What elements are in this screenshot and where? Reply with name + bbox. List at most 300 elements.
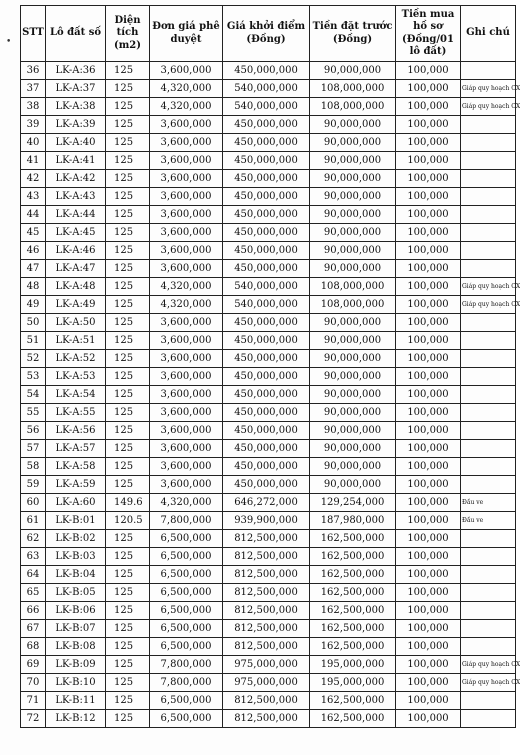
cell-start-price: 450,000,000	[223, 368, 310, 386]
cell-fee: 100,000	[396, 692, 461, 710]
cell-lot: LK-A:58	[46, 458, 106, 476]
cell-lot: LK-A:39	[46, 116, 106, 134]
cell-note: Giáp quy hoạch CX	[461, 98, 516, 116]
table-row	[21, 602, 516, 620]
cell-deposit: 90,000,000	[310, 134, 396, 152]
cell-unit-price: 3,600,000	[150, 404, 223, 422]
cell-note	[461, 242, 516, 260]
cell-deposit: 90,000,000	[310, 404, 396, 422]
cell-start-price: 812,500,000	[223, 620, 310, 638]
cell-unit-price: 3,600,000	[150, 368, 223, 386]
table-row	[21, 260, 516, 278]
cell-lot: LK-A:48	[46, 278, 106, 296]
cell-lot: LK-B:11	[46, 692, 106, 710]
cell-deposit: 90,000,000	[310, 116, 396, 134]
cell-area: 125	[106, 278, 150, 296]
cell-area: 125	[106, 224, 150, 242]
cell-area: 125	[106, 152, 150, 170]
header-stt: STT	[21, 6, 46, 62]
cell-start-price: 450,000,000	[223, 440, 310, 458]
cell-deposit: 187,980,000	[310, 512, 396, 530]
cell-note	[461, 602, 516, 620]
table-row	[21, 296, 516, 314]
cell-start-price: 975,000,000	[223, 656, 310, 674]
cell-stt: 51	[21, 332, 46, 350]
cell-fee: 100,000	[396, 620, 461, 638]
cell-lot: LK-A:50	[46, 314, 106, 332]
cell-note	[461, 530, 516, 548]
cell-start-price: 812,500,000	[223, 584, 310, 602]
cell-deposit: 90,000,000	[310, 458, 396, 476]
cell-note: Giáp quy hoạch CX	[461, 278, 516, 296]
header-area: Diện tích (m2)	[106, 6, 150, 62]
cell-unit-price: 6,500,000	[150, 548, 223, 566]
cell-area: 125	[106, 80, 150, 98]
table-row	[21, 404, 516, 422]
cell-stt: 57	[21, 440, 46, 458]
table-row	[21, 116, 516, 134]
cell-note	[461, 332, 516, 350]
header-unit-price: Đơn giá phê duyệt	[150, 6, 223, 62]
cell-note	[461, 314, 516, 332]
cell-unit-price: 3,600,000	[150, 314, 223, 332]
cell-lot: LK-A:46	[46, 242, 106, 260]
cell-lot: LK-A:38	[46, 98, 106, 116]
cell-area: 125	[106, 260, 150, 278]
cell-deposit: 195,000,000	[310, 674, 396, 692]
margin-dot: •	[6, 37, 12, 47]
cell-fee: 100,000	[396, 170, 461, 188]
table-row	[21, 548, 516, 566]
cell-unit-price: 4,320,000	[150, 278, 223, 296]
table-row	[21, 134, 516, 152]
table-header-row	[21, 6, 516, 62]
cell-area: 125	[106, 332, 150, 350]
cell-lot: LK-B:02	[46, 530, 106, 548]
cell-stt: 44	[21, 206, 46, 224]
cell-note: Giáp quy hoạch CX	[461, 656, 516, 674]
cell-start-price: 450,000,000	[223, 386, 310, 404]
cell-unit-price: 3,600,000	[150, 206, 223, 224]
cell-start-price: 939,900,000	[223, 512, 310, 530]
cell-unit-price: 6,500,000	[150, 620, 223, 638]
cell-start-price: 450,000,000	[223, 242, 310, 260]
cell-stt: 56	[21, 422, 46, 440]
cell-fee: 100,000	[396, 278, 461, 296]
cell-deposit: 129,254,000	[310, 494, 396, 512]
cell-lot: LK-A:60	[46, 494, 106, 512]
cell-start-price: 540,000,000	[223, 278, 310, 296]
table-row	[21, 206, 516, 224]
cell-stt: 43	[21, 188, 46, 206]
cell-note: Đầu ve	[461, 494, 516, 512]
table-row	[21, 350, 516, 368]
cell-note	[461, 476, 516, 494]
cell-fee: 100,000	[396, 458, 461, 476]
table-row	[21, 152, 516, 170]
cell-fee: 100,000	[396, 476, 461, 494]
cell-note	[461, 206, 516, 224]
cell-lot: LK-A:49	[46, 296, 106, 314]
cell-fee: 100,000	[396, 116, 461, 134]
cell-unit-price: 3,600,000	[150, 458, 223, 476]
cell-deposit: 162,500,000	[310, 620, 396, 638]
cell-unit-price: 3,600,000	[150, 260, 223, 278]
cell-area: 120.5	[106, 512, 150, 530]
cell-stt: 42	[21, 170, 46, 188]
cell-start-price: 540,000,000	[223, 296, 310, 314]
header-lot: Lô đất số	[46, 6, 106, 62]
cell-stt: 47	[21, 260, 46, 278]
cell-lot: LK-B:06	[46, 602, 106, 620]
cell-fee: 100,000	[396, 386, 461, 404]
cell-lot: LK-A:42	[46, 170, 106, 188]
table-body	[21, 62, 520, 728]
cell-lot: LK-B:09	[46, 656, 106, 674]
cell-unit-price: 3,600,000	[150, 152, 223, 170]
cell-area: 125	[106, 314, 150, 332]
cell-fee: 100,000	[396, 152, 461, 170]
cell-start-price: 450,000,000	[223, 404, 310, 422]
cell-area: 125	[106, 62, 150, 80]
cell-note	[461, 134, 516, 152]
cell-unit-price: 4,320,000	[150, 494, 223, 512]
cell-note	[461, 620, 516, 638]
cell-deposit: 90,000,000	[310, 224, 396, 242]
cell-fee: 100,000	[396, 260, 461, 278]
cell-stt: 67	[21, 620, 46, 638]
cell-unit-price: 6,500,000	[150, 602, 223, 620]
cell-note	[461, 170, 516, 188]
cell-area: 125	[106, 116, 150, 134]
table-row	[21, 98, 516, 116]
cell-start-price: 450,000,000	[223, 260, 310, 278]
cell-note	[461, 458, 516, 476]
cell-stt: 64	[21, 566, 46, 584]
cell-fee: 100,000	[396, 584, 461, 602]
cell-unit-price: 3,600,000	[150, 224, 223, 242]
cell-note: Giáp quy hoạch CX	[461, 674, 516, 692]
cell-area: 149.6	[106, 494, 150, 512]
header-note: Ghi chú	[461, 6, 516, 62]
cell-area: 125	[106, 404, 150, 422]
cell-start-price: 975,000,000	[223, 674, 310, 692]
table-row	[21, 80, 516, 98]
cell-area: 125	[106, 620, 150, 638]
cell-area: 125	[106, 188, 150, 206]
cell-note	[461, 152, 516, 170]
cell-start-price: 812,500,000	[223, 638, 310, 656]
cell-unit-price: 3,600,000	[150, 170, 223, 188]
cell-stt: 49	[21, 296, 46, 314]
cell-start-price: 450,000,000	[223, 422, 310, 440]
cell-deposit: 90,000,000	[310, 260, 396, 278]
cell-note	[461, 224, 516, 242]
cell-fee: 100,000	[396, 404, 461, 422]
table-row	[21, 242, 516, 260]
cell-note	[461, 422, 516, 440]
cell-area: 125	[106, 548, 150, 566]
cell-lot: LK-B:08	[46, 638, 106, 656]
cell-start-price: 450,000,000	[223, 350, 310, 368]
cell-lot: LK-A:51	[46, 332, 106, 350]
lot-price-table	[20, 5, 520, 728]
cell-area: 125	[106, 422, 150, 440]
table-row	[21, 170, 516, 188]
table-row	[21, 476, 516, 494]
cell-deposit: 90,000,000	[310, 422, 396, 440]
cell-area: 125	[106, 584, 150, 602]
cell-stt: 70	[21, 674, 46, 692]
cell-fee: 100,000	[396, 368, 461, 386]
cell-fee: 100,000	[396, 296, 461, 314]
cell-note	[461, 638, 516, 656]
cell-unit-price: 6,500,000	[150, 638, 223, 656]
cell-deposit: 195,000,000	[310, 656, 396, 674]
cell-deposit: 108,000,000	[310, 98, 396, 116]
cell-note	[461, 404, 516, 422]
cell-lot: LK-A:41	[46, 152, 106, 170]
cell-stt: 41	[21, 152, 46, 170]
cell-lot: LK-A:59	[46, 476, 106, 494]
cell-fee: 100,000	[396, 332, 461, 350]
cell-area: 125	[106, 638, 150, 656]
cell-lot: LK-A:43	[46, 188, 106, 206]
cell-start-price: 450,000,000	[223, 116, 310, 134]
cell-stt: 48	[21, 278, 46, 296]
cell-start-price: 812,500,000	[223, 566, 310, 584]
cell-note	[461, 566, 516, 584]
cell-note	[461, 260, 516, 278]
table-row	[21, 674, 516, 692]
cell-fee: 100,000	[396, 656, 461, 674]
cell-deposit: 108,000,000	[310, 278, 396, 296]
cell-deposit: 90,000,000	[310, 206, 396, 224]
cell-fee: 100,000	[396, 242, 461, 260]
cell-unit-price: 6,500,000	[150, 692, 223, 710]
cell-area: 125	[106, 458, 150, 476]
cell-unit-price: 3,600,000	[150, 422, 223, 440]
cell-stt: 52	[21, 350, 46, 368]
cell-note	[461, 116, 516, 134]
cell-fee: 100,000	[396, 350, 461, 368]
table-row	[21, 458, 516, 476]
cell-deposit: 90,000,000	[310, 350, 396, 368]
cell-deposit: 90,000,000	[310, 440, 396, 458]
cell-fee: 100,000	[396, 98, 461, 116]
cell-start-price: 812,500,000	[223, 710, 310, 728]
cell-area: 125	[106, 350, 150, 368]
cell-lot: LK-A:57	[46, 440, 106, 458]
cell-area: 125	[106, 170, 150, 188]
table-row	[21, 224, 516, 242]
cell-deposit: 90,000,000	[310, 476, 396, 494]
cell-note	[461, 386, 516, 404]
cell-unit-price: 3,600,000	[150, 116, 223, 134]
cell-deposit: 162,500,000	[310, 584, 396, 602]
table-row	[21, 638, 516, 656]
cell-lot: LK-B:05	[46, 584, 106, 602]
cell-unit-price: 3,600,000	[150, 332, 223, 350]
cell-stt: 40	[21, 134, 46, 152]
cell-lot: LK-B:12	[46, 710, 106, 728]
cell-deposit: 162,500,000	[310, 638, 396, 656]
cell-deposit: 108,000,000	[310, 296, 396, 314]
cell-deposit: 90,000,000	[310, 368, 396, 386]
cell-area: 125	[106, 368, 150, 386]
table-row	[21, 332, 516, 350]
cell-deposit: 162,500,000	[310, 692, 396, 710]
cell-start-price: 450,000,000	[223, 206, 310, 224]
cell-deposit: 90,000,000	[310, 188, 396, 206]
cell-unit-price: 6,500,000	[150, 530, 223, 548]
table-row	[21, 584, 516, 602]
cell-note	[461, 368, 516, 386]
cell-start-price: 812,500,000	[223, 530, 310, 548]
cell-stt: 63	[21, 548, 46, 566]
cell-fee: 100,000	[396, 80, 461, 98]
cell-lot: LK-A:54	[46, 386, 106, 404]
cell-start-price: 450,000,000	[223, 62, 310, 80]
cell-lot: LK-A:40	[46, 134, 106, 152]
cell-start-price: 450,000,000	[223, 314, 310, 332]
cell-deposit: 90,000,000	[310, 152, 396, 170]
cell-deposit: 90,000,000	[310, 242, 396, 260]
table-row	[21, 278, 516, 296]
cell-start-price: 450,000,000	[223, 224, 310, 242]
cell-area: 125	[106, 710, 150, 728]
cell-unit-price: 3,600,000	[150, 62, 223, 80]
table-row	[21, 710, 516, 728]
cell-note: Giáp quy hoạch CX	[461, 80, 516, 98]
cell-fee: 100,000	[396, 602, 461, 620]
cell-deposit: 90,000,000	[310, 170, 396, 188]
cell-lot: LK-A:45	[46, 224, 106, 242]
cell-deposit: 90,000,000	[310, 332, 396, 350]
cell-lot: LK-A:36	[46, 62, 106, 80]
cell-deposit: 90,000,000	[310, 62, 396, 80]
cell-note	[461, 440, 516, 458]
cell-unit-price: 4,320,000	[150, 80, 223, 98]
cell-area: 125	[106, 530, 150, 548]
table-row	[21, 494, 516, 512]
cell-note	[461, 350, 516, 368]
cell-area: 125	[106, 656, 150, 674]
cell-stt: 39	[21, 116, 46, 134]
cell-stt: 62	[21, 530, 46, 548]
cell-note	[461, 584, 516, 602]
cell-note: Giáp quy hoạch CX	[461, 296, 516, 314]
cell-area: 125	[106, 476, 150, 494]
cell-lot: LK-A:53	[46, 368, 106, 386]
header-start-price: Giá khởi điểm (Đồng)	[223, 6, 310, 62]
cell-fee: 100,000	[396, 224, 461, 242]
cell-fee: 100,000	[396, 314, 461, 332]
cell-area: 125	[106, 440, 150, 458]
cell-unit-price: 3,600,000	[150, 440, 223, 458]
table-row	[21, 62, 516, 80]
cell-start-price: 812,500,000	[223, 602, 310, 620]
header-deposit: Tiền đặt trước (Đồng)	[310, 6, 396, 62]
cell-stt: 36	[21, 62, 46, 80]
cell-area: 125	[106, 296, 150, 314]
cell-area: 125	[106, 242, 150, 260]
cell-note	[461, 548, 516, 566]
cell-area: 125	[106, 206, 150, 224]
table-row	[21, 692, 516, 710]
cell-start-price: 450,000,000	[223, 476, 310, 494]
table-row	[21, 656, 516, 674]
cell-fee: 100,000	[396, 422, 461, 440]
table-row	[21, 440, 516, 458]
cell-fee: 100,000	[396, 710, 461, 728]
cell-deposit: 108,000,000	[310, 80, 396, 98]
header-fee: Tiền mua hồ sơ (Đồng/01 lô đất)	[396, 6, 461, 62]
cell-deposit: 162,500,000	[310, 710, 396, 728]
cell-area: 125	[106, 98, 150, 116]
cell-note: Đầu ve	[461, 512, 516, 530]
cell-fee: 100,000	[396, 566, 461, 584]
cell-deposit: 162,500,000	[310, 566, 396, 584]
cell-deposit: 162,500,000	[310, 530, 396, 548]
cell-note	[461, 692, 516, 710]
cell-stt: 72	[21, 710, 46, 728]
cell-stt: 55	[21, 404, 46, 422]
cell-unit-price: 7,800,000	[150, 512, 223, 530]
cell-lot: LK-B:07	[46, 620, 106, 638]
cell-stt: 68	[21, 638, 46, 656]
cell-fee: 100,000	[396, 674, 461, 692]
table-row	[21, 368, 516, 386]
cell-unit-price: 3,600,000	[150, 188, 223, 206]
cell-area: 125	[106, 566, 150, 584]
cell-lot: LK-B:04	[46, 566, 106, 584]
cell-start-price: 812,500,000	[223, 692, 310, 710]
cell-note	[461, 62, 516, 80]
cell-stt: 59	[21, 476, 46, 494]
cell-deposit: 162,500,000	[310, 602, 396, 620]
cell-stt: 45	[21, 224, 46, 242]
cell-stt: 61	[21, 512, 46, 530]
table-row	[21, 620, 516, 638]
cell-start-price: 450,000,000	[223, 134, 310, 152]
cell-unit-price: 6,500,000	[150, 710, 223, 728]
cell-lot: LK-A:55	[46, 404, 106, 422]
cell-stt: 58	[21, 458, 46, 476]
cell-lot: LK-A:37	[46, 80, 106, 98]
cell-area: 125	[106, 674, 150, 692]
cell-stt: 54	[21, 386, 46, 404]
cell-unit-price: 3,600,000	[150, 476, 223, 494]
cell-note	[461, 710, 516, 728]
table-row	[21, 530, 516, 548]
cell-note	[461, 188, 516, 206]
cell-stt: 53	[21, 368, 46, 386]
cell-unit-price: 7,800,000	[150, 674, 223, 692]
cell-lot: LK-A:47	[46, 260, 106, 278]
cell-deposit: 90,000,000	[310, 314, 396, 332]
cell-start-price: 540,000,000	[223, 98, 310, 116]
cell-area: 125	[106, 692, 150, 710]
cell-lot: LK-A:44	[46, 206, 106, 224]
cell-unit-price: 4,320,000	[150, 296, 223, 314]
cell-stt: 65	[21, 584, 46, 602]
table-row	[21, 314, 516, 332]
cell-start-price: 812,500,000	[223, 548, 310, 566]
cell-fee: 100,000	[396, 440, 461, 458]
cell-start-price: 540,000,000	[223, 80, 310, 98]
cell-area: 125	[106, 134, 150, 152]
